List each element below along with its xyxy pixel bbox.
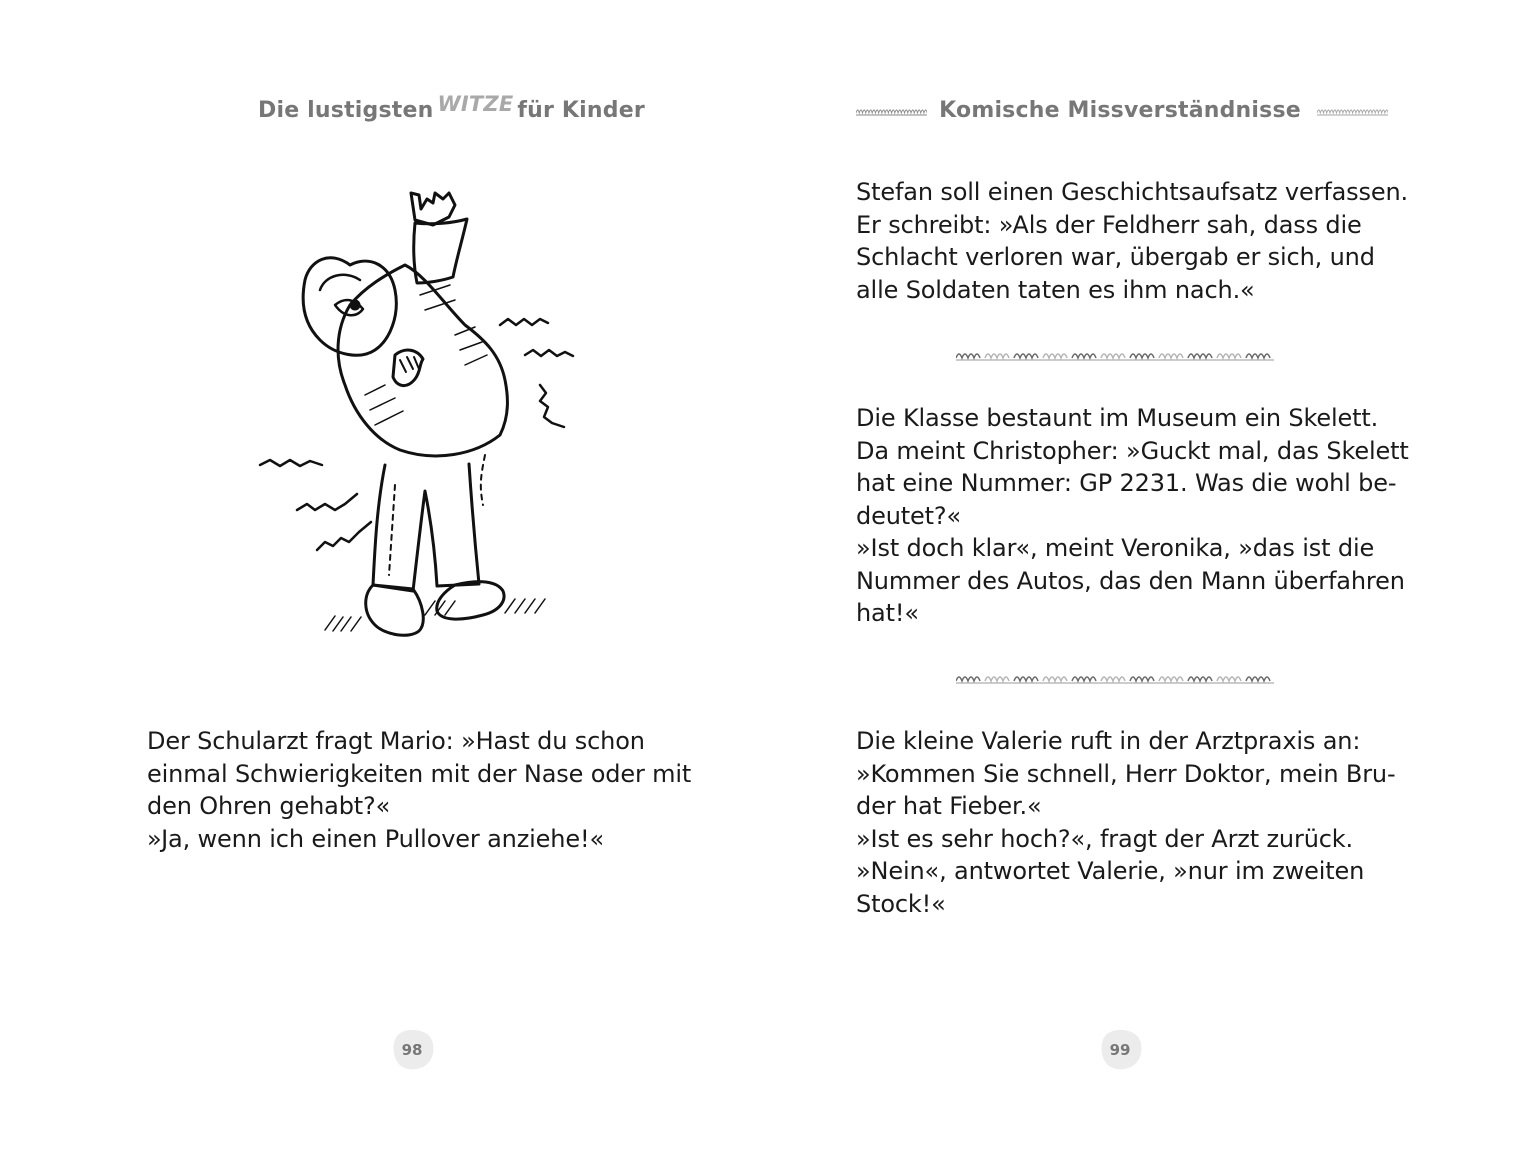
joke-line: Er schreibt: »Als der Feldherr sah, dass die <box>856 210 1362 239</box>
joke-line: deutet?« <box>856 501 962 530</box>
squiggle-ornament-icon <box>1317 106 1388 116</box>
joke-2 <box>856 402 1409 630</box>
joke-line: Die kleine Valerie ruft in der Arztpraxis an: <box>856 727 1361 755</box>
boy-stuck-in-sweater-illustration <box>255 185 585 660</box>
joke-line: Stock!« <box>856 889 946 918</box>
joke-3 <box>856 725 1396 920</box>
joke-line: der hat Fieber.« <box>856 792 1042 820</box>
page-number-right <box>1098 1025 1146 1073</box>
page-number-text: 98 <box>401 1041 423 1059</box>
joke-left <box>147 725 691 855</box>
joke-line: Stefan soll einen Geschichtsaufsatz verfassen. <box>856 178 1408 206</box>
squiggle-ornament-icon <box>956 347 1278 361</box>
joke-line: Nummer des Autos, das den Mann überfahren <box>856 566 1405 595</box>
joke-line: »Nein«, antwortet Valerie, »nur im zweiten <box>856 857 1365 885</box>
joke-line: »Kommen Sie schnell, Herr Doktor, mein Bru- <box>856 759 1396 788</box>
joke-line: Da meint Christopher: »Guckt mal, das Skelett <box>856 436 1409 465</box>
joke-1 <box>856 176 1408 306</box>
joke-line: hat!« <box>856 599 919 627</box>
page-number-text: 99 <box>1109 1041 1131 1059</box>
joke-line: Die Klasse bestaunt im Museum ein Skelett. <box>856 404 1379 432</box>
joke-line: »Ist doch klar«, meint Veronika, »das ist die <box>856 534 1375 562</box>
running-head-prefix: Die lustigsten <box>258 98 434 123</box>
joke-line: alle Soldaten taten es ihm nach.« <box>856 275 1255 304</box>
page-number-left <box>390 1025 438 1073</box>
joke-line: »Ist es sehr hoch?«, fragt der Arzt zurück. <box>856 824 1354 853</box>
joke-line: den Ohren gehabt?« <box>147 792 391 820</box>
right-page <box>768 0 1535 1163</box>
running-head-accent: WITZE <box>437 92 514 116</box>
joke-line: Schlacht verloren war, übergab er sich, und <box>856 243 1375 271</box>
squiggle-ornament-icon <box>856 106 927 116</box>
squiggle-ornament-icon <box>956 670 1278 684</box>
joke-line: einmal Schwierigkeiten mit der Nase oder mit <box>147 759 692 788</box>
joke-line: hat eine Nummer: GP 2231. Was die wohl be- <box>856 469 1397 497</box>
running-head-suffix: für Kinder <box>517 98 645 123</box>
running-head-title: Komische Missverständnisse <box>939 98 1301 123</box>
joke-line: »Ja, wenn ich einen Pullover anziehe!« <box>147 824 604 853</box>
running-head-right <box>856 98 1388 123</box>
running-head-left <box>258 92 645 123</box>
left-page <box>0 0 767 1163</box>
joke-line: Der Schularzt fragt Mario: »Hast du schon <box>147 727 645 755</box>
